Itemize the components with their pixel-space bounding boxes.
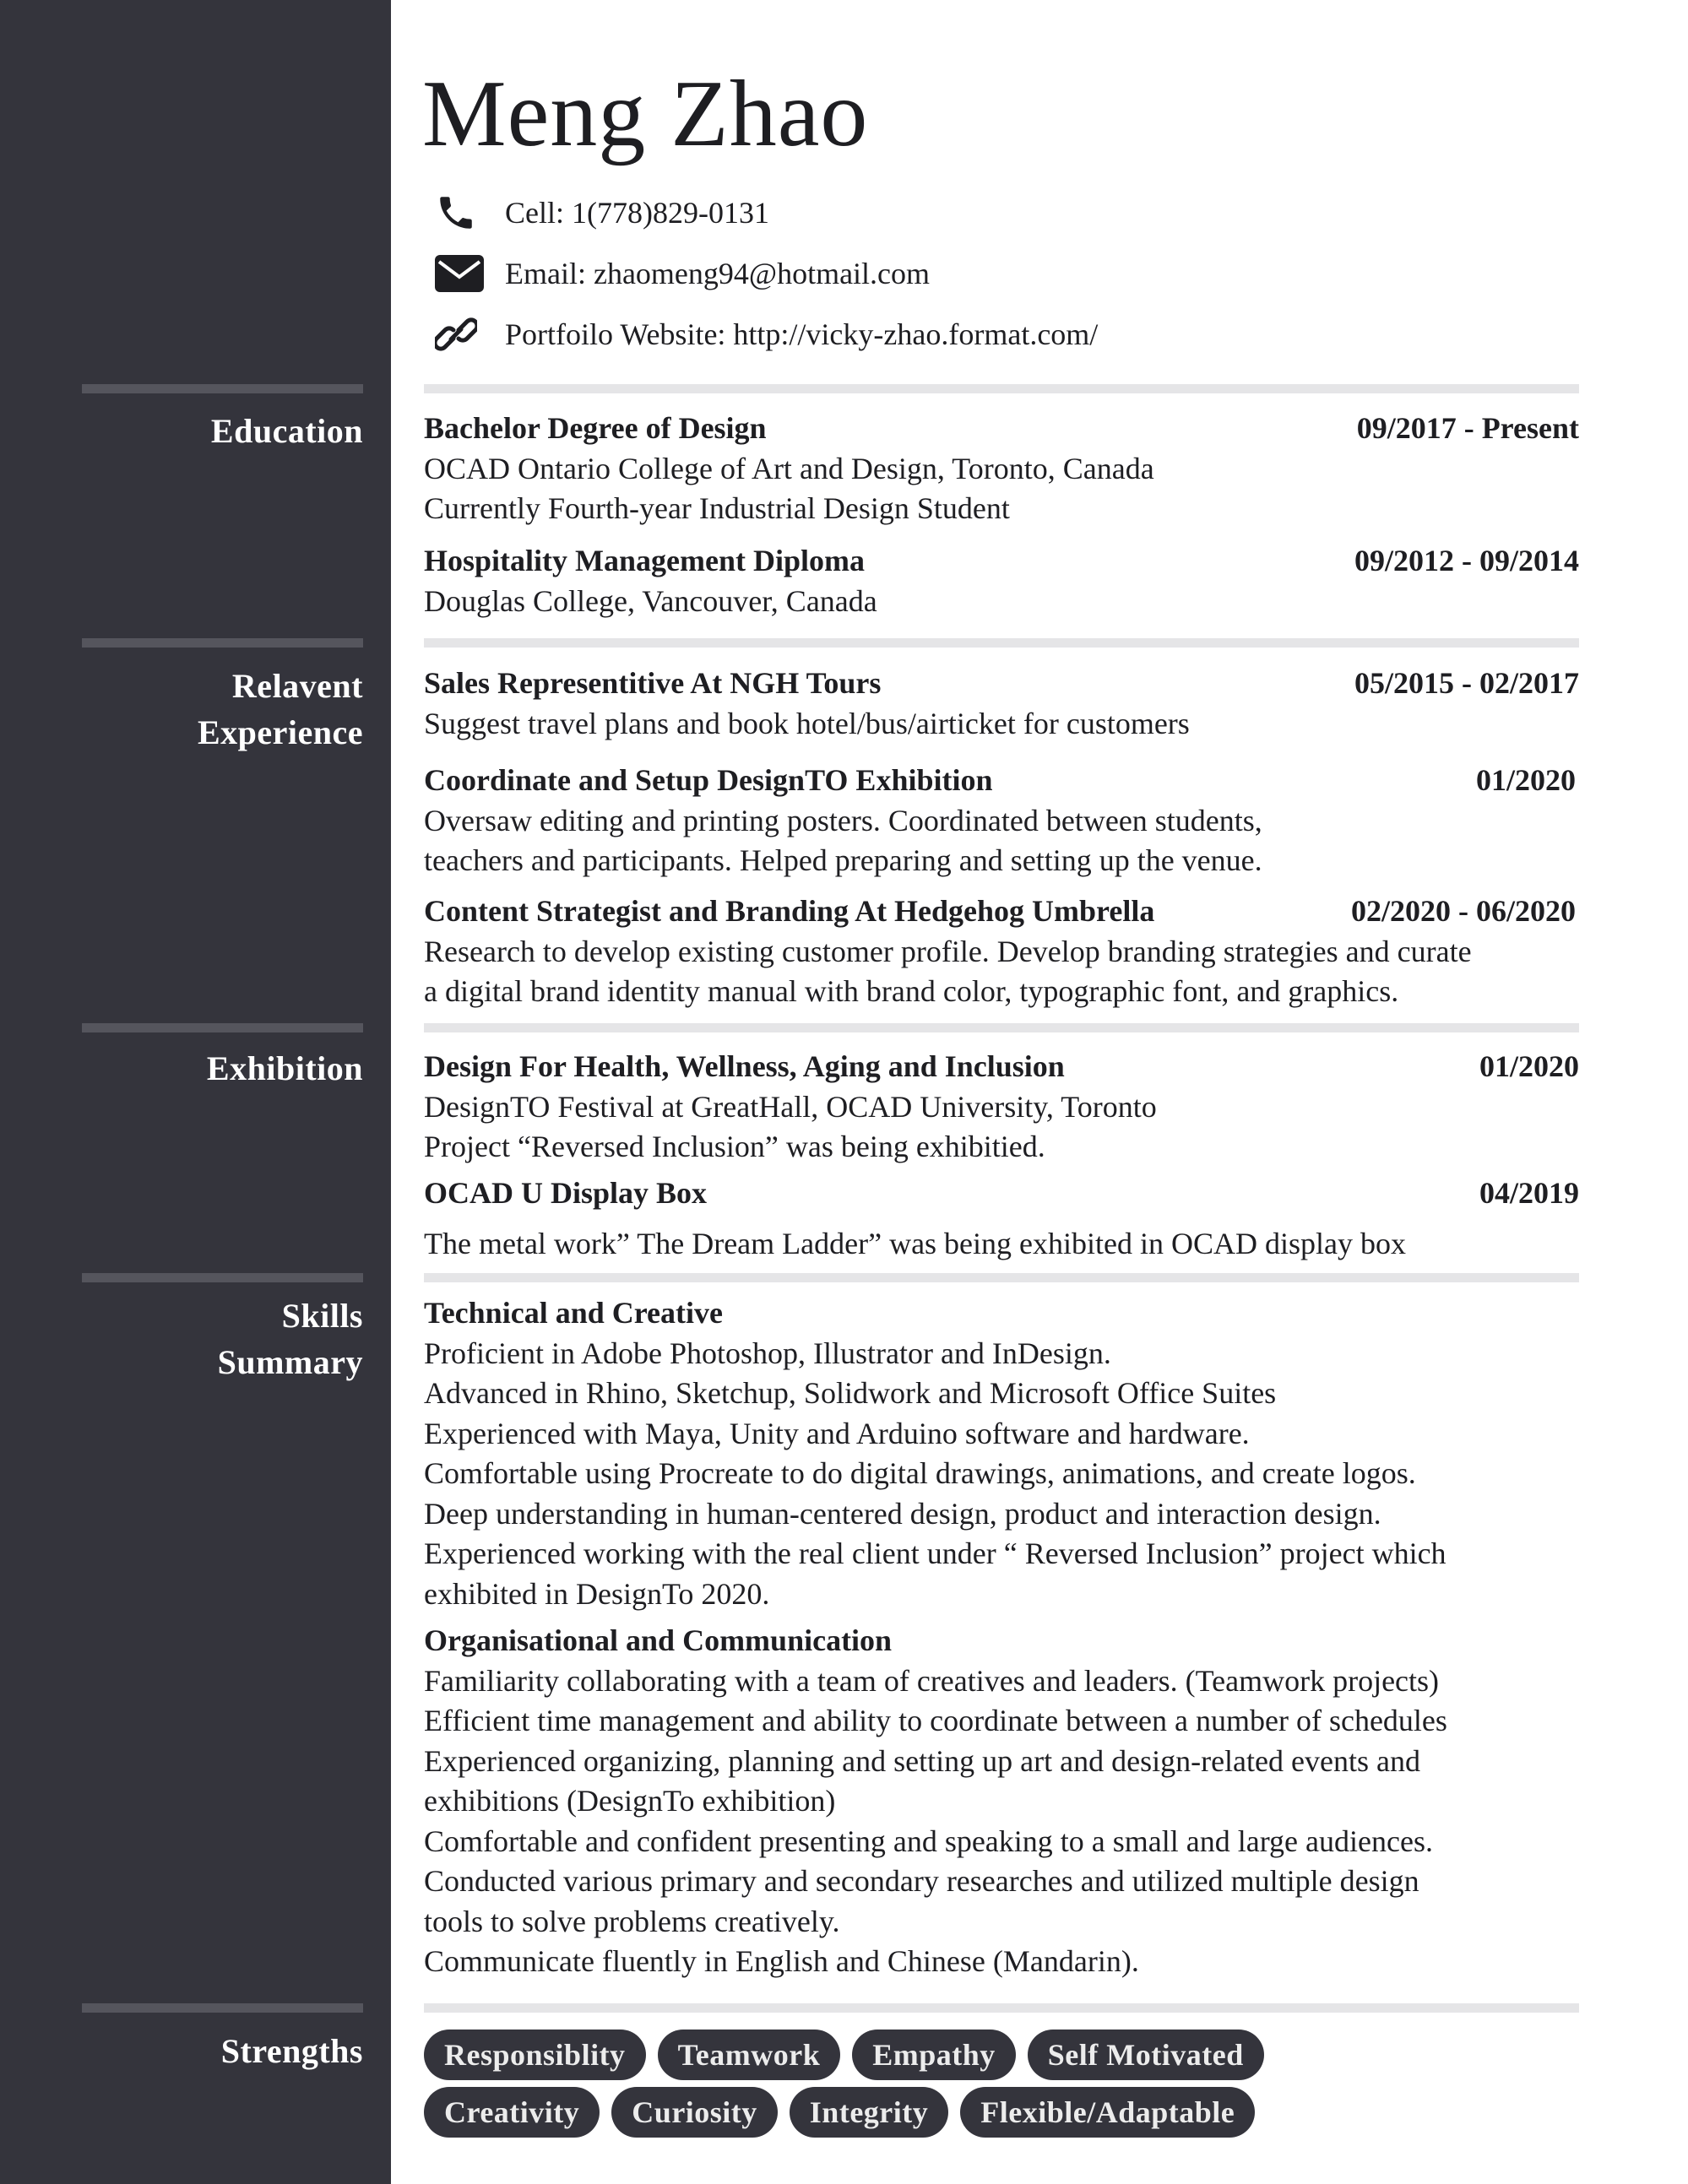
entry-title: Coordinate and Setup DesignTO Exhibition bbox=[424, 763, 993, 797]
skill-line: Proficient in Adobe Photoshop, Illustrator and InDesign. bbox=[424, 1336, 1111, 1370]
entry-line: DesignTO Festival at GreatHall, OCAD University, Toronto bbox=[424, 1089, 1157, 1124]
skill-line: Comfortable using Procreate to do digital drawings, animations, and create logos. bbox=[424, 1456, 1416, 1490]
skill-line: Conducted various primary and secondary researches and utilized multiple design bbox=[424, 1864, 1419, 1898]
sidebar-divider bbox=[82, 638, 363, 648]
entry-title: Hospitality Management Diploma bbox=[424, 544, 865, 577]
strength-chip: Creativity bbox=[424, 2087, 600, 2138]
section-label-strengths: Strengths bbox=[220, 2032, 363, 2070]
skill-line: Experienced working with the real client under “ Reversed Inclusion” project which bbox=[424, 1536, 1446, 1570]
strengths-row bbox=[424, 2087, 1255, 2138]
skills-group-title: Technical and Creative bbox=[424, 1296, 724, 1330]
section-label-skills bbox=[84, 1293, 363, 1385]
skills-group bbox=[424, 1293, 1579, 1614]
skill-line: tools to solve problems creatively. bbox=[424, 1904, 840, 1938]
strength-chip: Curiosity bbox=[611, 2087, 778, 2138]
education-entry bbox=[424, 409, 1579, 529]
entry-title: Design For Health, Wellness, Aging and Inclusion bbox=[424, 1049, 1065, 1083]
entry-line: teachers and participants. Helped preparing and setting up the venue. bbox=[424, 843, 1262, 877]
entry-title: Content Strategist and Branding At Hedgehog Umbrella bbox=[424, 894, 1155, 928]
entry-date: 01/2020 bbox=[1479, 1049, 1579, 1083]
experience-entry bbox=[424, 664, 1579, 744]
entry-line: Oversaw editing and printing posters. Coordinated between students, bbox=[424, 803, 1262, 837]
entry-date: 09/2012 - 09/2014 bbox=[1354, 544, 1579, 577]
section-label-line: Relavent bbox=[231, 667, 363, 705]
entry-date: 01/2020 bbox=[1475, 763, 1576, 797]
entry-line: Suggest travel plans and book hotel/bus/airticket for customers bbox=[424, 706, 1190, 740]
experience-entry bbox=[424, 891, 1576, 1012]
contact-cell bbox=[435, 187, 769, 238]
entry-title: OCAD U Display Box bbox=[424, 1176, 708, 1210]
entry-line: Research to develop existing customer profile. Develop branding strategies and curate bbox=[424, 934, 1472, 968]
resume-name: Meng Zhao bbox=[422, 62, 869, 166]
strength-chip: Integrity bbox=[790, 2087, 948, 2138]
envelope-icon bbox=[435, 248, 487, 299]
section-divider bbox=[424, 384, 1579, 393]
strength-chip: Self Motivated bbox=[1028, 2030, 1264, 2080]
entry-title: Bachelor Degree of Design bbox=[424, 411, 767, 445]
link-icon bbox=[435, 309, 487, 360]
entry-title: Sales Representitive At NGH Tours bbox=[424, 666, 882, 700]
section-divider bbox=[424, 2003, 1579, 2013]
section-label-experience bbox=[84, 663, 363, 756]
entry-line: a digital brand identity manual with brand color, typographic font, and graphics. bbox=[424, 974, 1399, 1008]
section-divider bbox=[424, 1023, 1579, 1032]
sidebar-divider bbox=[82, 384, 363, 393]
skill-line: Communicate fluently in English and Chinese (Mandarin). bbox=[424, 1944, 1139, 1978]
section-label-line: Experience bbox=[197, 713, 363, 751]
experience-entry bbox=[424, 761, 1576, 881]
strength-chip: Responsiblity bbox=[424, 2030, 646, 2080]
contact-email-text[interactable]: Email: zhaomeng94@hotmail.com bbox=[505, 257, 931, 290]
entry-date: 09/2017 - Present bbox=[1356, 411, 1579, 445]
skill-line: Experienced with Maya, Unity and Arduino software and hardware. bbox=[424, 1416, 1250, 1450]
contact-email bbox=[435, 248, 930, 299]
skills-group-title: Organisational and Communication bbox=[424, 1623, 893, 1657]
sidebar bbox=[0, 0, 391, 2184]
sidebar-divider bbox=[82, 1273, 363, 1282]
contact-cell-text: Cell: 1(778)829-0131 bbox=[505, 196, 769, 230]
entry-line: The metal work” The Dream Ladder” was being exhibited in OCAD display box bbox=[424, 1226, 1407, 1260]
skills-group bbox=[424, 1621, 1579, 1982]
phone-icon bbox=[435, 187, 487, 238]
skill-line: Efficient time management and ability to coordinate between a number of schedules bbox=[424, 1704, 1447, 1737]
skill-line: exhibitions (DesignTo exhibition) bbox=[424, 1784, 836, 1818]
section-label-exhibition: Exhibition bbox=[206, 1049, 363, 1087]
section-divider bbox=[424, 1273, 1579, 1282]
contact-website bbox=[435, 309, 1098, 360]
section-divider bbox=[424, 638, 1579, 648]
entry-line: Douglas College, Vancouver, Canada bbox=[424, 583, 877, 618]
skill-line: Advanced in Rhino, Sketchup, Solidwork and Microsoft Office Suites bbox=[424, 1376, 1277, 1410]
entry-date: 02/2020 - 06/2020 bbox=[1351, 894, 1576, 928]
contact-website-text[interactable]: Portfoilo Website: http://vicky-zhao.format.com/ bbox=[505, 317, 1099, 351]
section-label-line: Summary bbox=[217, 1343, 363, 1381]
strengths-row bbox=[424, 2030, 1264, 2080]
education-entry bbox=[424, 541, 1579, 621]
exhibition-entry bbox=[424, 1047, 1579, 1168]
strength-chip: Empathy bbox=[852, 2030, 1016, 2080]
section-label-education: Education bbox=[210, 412, 363, 450]
exhibition-entry bbox=[424, 1173, 1579, 1264]
sidebar-divider bbox=[82, 1023, 363, 1032]
entry-line: Currently Fourth-year Industrial Design Student bbox=[424, 491, 1010, 525]
skill-line: Comfortable and confident presenting and speaking to a small and large audiences. bbox=[424, 1824, 1433, 1858]
entry-date: 04/2019 bbox=[1479, 1176, 1579, 1210]
entry-line: OCAD Ontario College of Art and Design, Toronto, Canada bbox=[424, 451, 1154, 485]
skill-line: Experienced organizing, planning and setting up art and design-related events and bbox=[424, 1743, 1420, 1778]
entry-date: 05/2015 - 02/2017 bbox=[1354, 666, 1579, 700]
skill-line: Familiarity collaborating with a team of creatives and leaders. (Teamwork projects) bbox=[424, 1663, 1440, 1698]
skill-line: Deep understanding in human-centered design, product and interaction design. bbox=[424, 1496, 1381, 1531]
strength-chip: Teamwork bbox=[658, 2030, 841, 2080]
skill-line: exhibited in DesignTo 2020. bbox=[424, 1576, 770, 1611]
section-label-line: Skills bbox=[281, 1297, 363, 1335]
entry-line: Project “Reversed Inclusion” was being exhibitied. bbox=[424, 1130, 1045, 1163]
sidebar-divider bbox=[82, 2003, 363, 2013]
strength-chip: Flexible/Adaptable bbox=[960, 2087, 1255, 2138]
